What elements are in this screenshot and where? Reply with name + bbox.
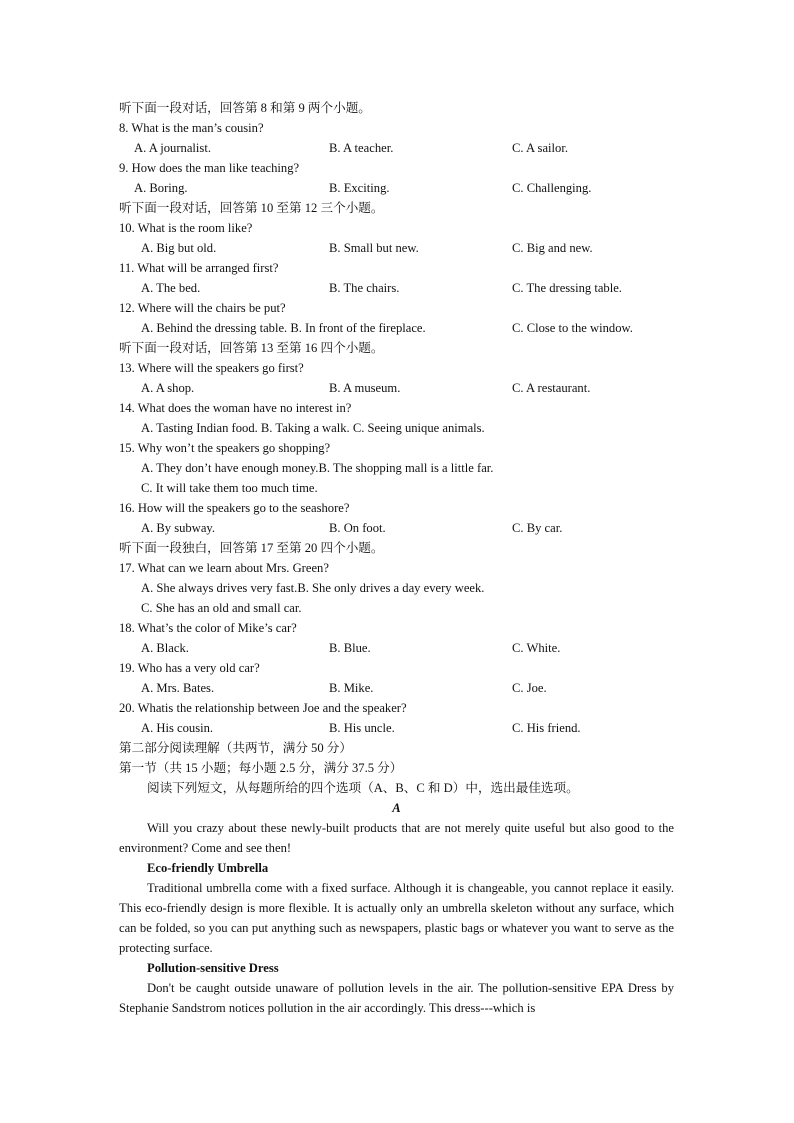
paragraph: Traditional umbrella come with a fixed surface. Although it is changeable, you cannot replace it easily. This eco-friendly design is more flexible. It is actually only an umbrella skeleton without any surface, which can be folded, so you can put anything such as newspapers, plastic bags or whatever you want to serve as the protecting surface. xyxy=(119,881,674,955)
question-stem: 17. What can we learn about Mrs. Green? xyxy=(119,561,329,575)
question-stem: 9. How does the man like teaching? xyxy=(119,161,300,175)
option-c: C. Close to the window. xyxy=(512,321,633,335)
question-stem: 13. Where will the speakers go first? xyxy=(119,361,304,375)
subheading: Eco-friendly Umbrella xyxy=(147,861,269,875)
passage-label: A xyxy=(392,801,401,815)
option-ab: A. Behind the dressing table. B. In front of the fireplace. xyxy=(141,321,426,335)
option-c: C. The dressing table. xyxy=(512,281,622,295)
option-a: A. Black. xyxy=(141,641,189,655)
paragraph: Don't be caught outside unaware of pollution levels in the air. The pollution-sensitive EPA Dress by Stephanie Sandstrom notices pollution in the air accordingly. This dress---which is xyxy=(119,981,674,1015)
question-stem: 8. What is the man’s cousin? xyxy=(119,121,264,135)
option-ab: A. They don’t have enough money.B. The shopping mall is a little far. xyxy=(141,461,494,475)
option-b: B. His uncle. xyxy=(329,721,395,735)
section-heading: 听下面一段对话，回答第 8 和第 9 两个小题。 xyxy=(119,101,371,115)
subheading: Pollution-sensitive Dress xyxy=(147,961,279,975)
option-a: A. By subway. xyxy=(141,521,216,535)
option-c: C. Big and new. xyxy=(512,241,593,255)
option-abc: A. Tasting Indian food. B. Taking a walk. C. Seeing unique animals. xyxy=(141,421,485,435)
section-heading: 听下面一段独白，回答第 17 至第 20 四个小题。 xyxy=(119,541,384,555)
option-a: A. Mrs. Bates. xyxy=(141,681,215,695)
option-b: B. Mike. xyxy=(329,681,374,695)
question-stem: 10. What is the room like? xyxy=(119,221,253,235)
question-stem: 15. Why won’t the speakers go shopping? xyxy=(119,441,331,455)
option-a: A. The bed. xyxy=(141,281,201,295)
option-c: C. A restaurant. xyxy=(512,381,591,395)
option-b: B. The chairs. xyxy=(329,281,400,295)
option-c: C. White. xyxy=(512,641,561,655)
option-a: A. Big but old. xyxy=(141,241,217,255)
option-b: B. Small but new. xyxy=(329,241,419,255)
option-b: B. A teacher. xyxy=(329,141,394,155)
option-c: C. Joe. xyxy=(512,681,547,695)
section-heading: 听下面一段对话，回答第 10 至第 12 三个小题。 xyxy=(119,201,384,215)
question-stem: 19. Who has a very old car? xyxy=(119,661,260,675)
section-heading: 听下面一段对话，回答第 13 至第 16 四个小题。 xyxy=(119,341,384,355)
option-c: C. By car. xyxy=(512,521,563,535)
option-a: A. A shop. xyxy=(141,381,195,395)
option-b: B. Blue. xyxy=(329,641,371,655)
question-stem: 18. What’s the color of Mike’s car? xyxy=(119,621,297,635)
option-a: A. A journalist. xyxy=(134,141,211,155)
section-heading: 第一节（共 15 小题；每小题 2.5 分，满分 37.5 分） xyxy=(119,761,403,775)
question-stem: 11. What will be arranged first? xyxy=(119,261,279,275)
option-c: C. It will take them too much time. xyxy=(141,481,318,495)
option-c: C. A sailor. xyxy=(512,141,568,155)
option-c: C. His friend. xyxy=(512,721,581,735)
instruction-text: 阅读下列短文，从每题所给的四个选项（A、B、C 和 D）中，选出最佳选项。 xyxy=(147,781,579,795)
option-c: C. She has an old and small car. xyxy=(141,601,302,615)
option-b: B. Exciting. xyxy=(329,181,390,195)
option-a: A. Boring. xyxy=(134,181,188,195)
question-stem: 20. Whatis the relationship between Joe and the speaker? xyxy=(119,701,407,715)
option-c: C. Challenging. xyxy=(512,181,592,195)
question-stem: 12. Where will the chairs be put? xyxy=(119,301,286,315)
option-a: A. His cousin. xyxy=(141,721,214,735)
part-heading: 第二部分阅读理解（共两节，满分 50 分） xyxy=(119,741,352,755)
option-b: B. A museum. xyxy=(329,381,401,395)
option-ab: A. She always drives very fast.B. She only drives a day every week. xyxy=(141,581,485,595)
option-b: B. On foot. xyxy=(329,521,386,535)
question-stem: 16. How will the speakers go to the seashore? xyxy=(119,501,350,515)
question-stem: 14. What does the woman have no interest in? xyxy=(119,401,352,415)
passage-intro: Will you crazy about these newly-built products that are not merely quite useful but also good to the environment? Come and see then! xyxy=(119,821,674,855)
